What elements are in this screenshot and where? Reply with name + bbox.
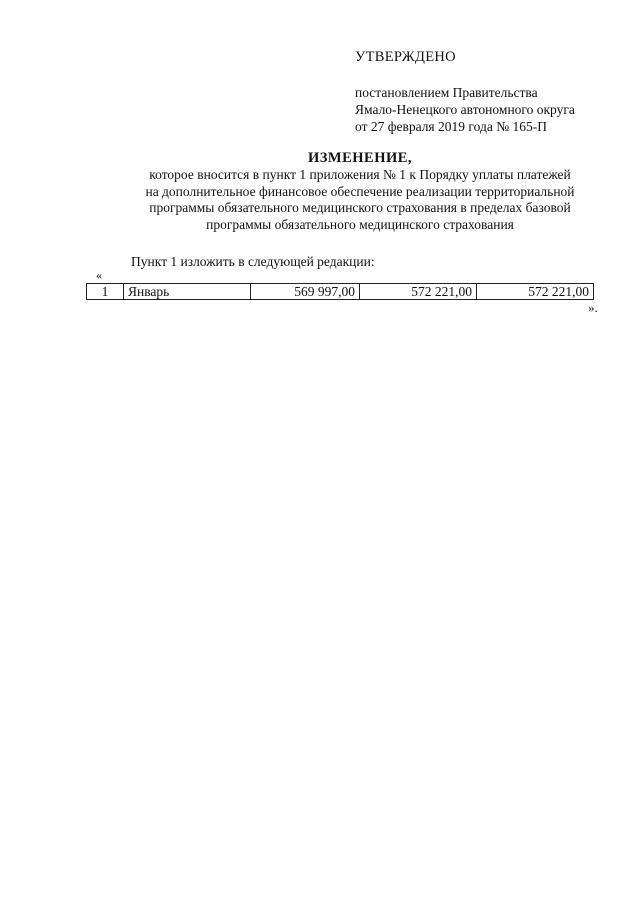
table-row [87, 284, 594, 300]
amount-cell: 572 221,00 [477, 284, 594, 300]
document-heading [40, 150, 640, 233]
closing-quote: ». [588, 300, 598, 315]
amendment-instruction: Пункт 1 изложить в следующей редакции: [131, 254, 375, 269]
subtitle-line: которое вносится в пункт 1 приложения № 1 к Порядку уплаты платежей [149, 167, 571, 182]
row-number-cell: 1 [87, 284, 124, 300]
amount-cell: 572 221,00 [360, 284, 477, 300]
subtitle-line: программы обязательного медицинского страхования в пределах базовой [149, 200, 571, 215]
document-title: ИЗМЕНЕНИЕ, [307, 150, 413, 166]
approval-line: от 27 февраля 2019 года № 165-П [355, 119, 547, 134]
approval-line: Ямало-Ненецкого автономного округа [355, 102, 575, 117]
approval-line: постановлением Правительства [355, 85, 538, 100]
approval-title: УТВЕРЖДЕНО [355, 49, 456, 65]
subtitle-line: программы обязательного медицинского страхования [206, 216, 514, 232]
document-subtitle [40, 167, 640, 233]
approval-block [355, 48, 625, 135]
amount-cell: 569 997,00 [251, 284, 360, 300]
amendment-table [86, 283, 594, 300]
approval-details [355, 84, 625, 135]
month-cell: Январь [124, 284, 251, 300]
opening-quote: « [96, 268, 102, 282]
subtitle-line: на дополнительное финансовое обеспечение реализации территориальной [145, 183, 575, 199]
